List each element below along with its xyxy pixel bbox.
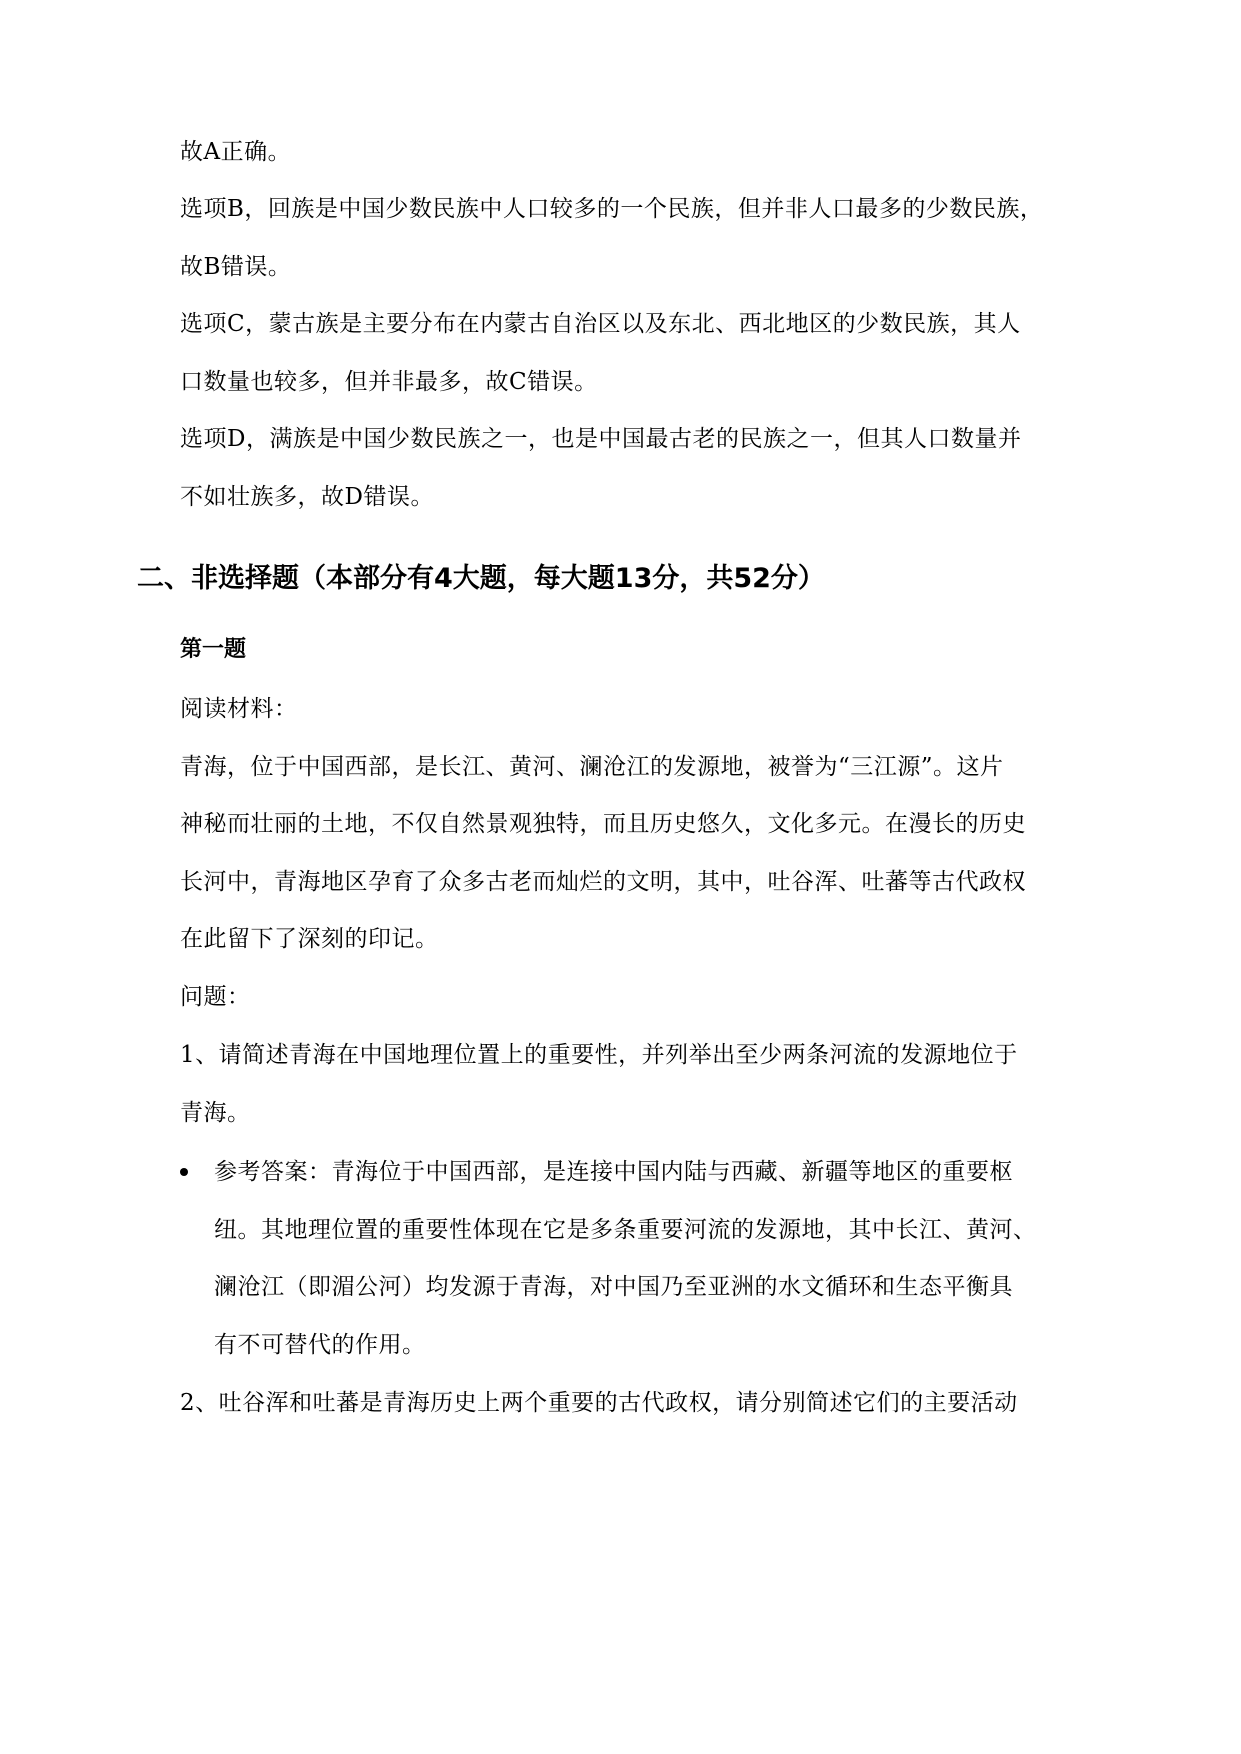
answer-line: 纽。其地理位置的重要性体现在它是多条重要河流的发源地，其中长江、黄河、 [214,1217,1037,1243]
sub-question-1: 青海。 [180,1100,251,1126]
analysis-line: 口数量也较多，但并非最多，故C错误。 [180,369,598,395]
material-line: 青海，位于中国西部，是长江、黄河、澜沧江的发源地，被誉为“三江源”。这片 [180,754,1004,780]
material-line: 长河中，青海地区孕育了众多古老而灿烂的文明，其中，吐谷浑、吐蕃等古代政权 [180,869,1026,895]
analysis-line: 选项B，回族是中国少数民族中人口较多的一个民族，但并非人口最多的少数民族， [180,196,1044,222]
analysis-line: 故B错误。 [180,254,292,280]
analysis-line: 不如壮族多，故D错误。 [180,484,434,510]
answer-line: 有不可替代的作用。 [214,1332,426,1358]
sub-question-2: 2、吐谷浑和吐蕃是青海历史上两个重要的古代政权，请分别简述它们的主要活动 [180,1390,1018,1416]
analysis-line: 选项C，蒙古族是主要分布在内蒙古自治区以及东北、西北地区的少数民族，其人 [180,311,1021,337]
material-line: 神秘而壮丽的土地，不仅自然景观独特，而且历史悠久，文化多元。在漫长的历史 [180,811,1026,837]
section-heading: 二、非选择题（本部分有4大题，每大题13分，共52分） [137,563,825,594]
material-line: 在此留下了深刻的印记。 [180,926,439,952]
material-label: 阅读材料： [180,696,298,722]
bullet-icon [180,1168,188,1176]
question-label: 问题： [180,984,251,1010]
sub-question-1: 1、请简述青海在中国地理位置上的重要性，并列举出至少两条河流的发源地位于 [180,1042,1018,1068]
analysis-line: 故A正确。 [180,139,292,165]
answer-line: 澜沧江（即湄公河）均发源于青海，对中国乃至亚洲的水文循环和生态平衡具 [214,1274,1013,1300]
answer-line: 参考答案：青海位于中国西部，是连接中国内陆与西藏、新疆等地区的重要枢 [214,1159,1013,1185]
question-title: 第一题 [180,637,247,662]
analysis-line: 选项D，满族是中国少数民族之一，也是中国最古老的民族之一，但其人口数量并 [180,426,1022,452]
